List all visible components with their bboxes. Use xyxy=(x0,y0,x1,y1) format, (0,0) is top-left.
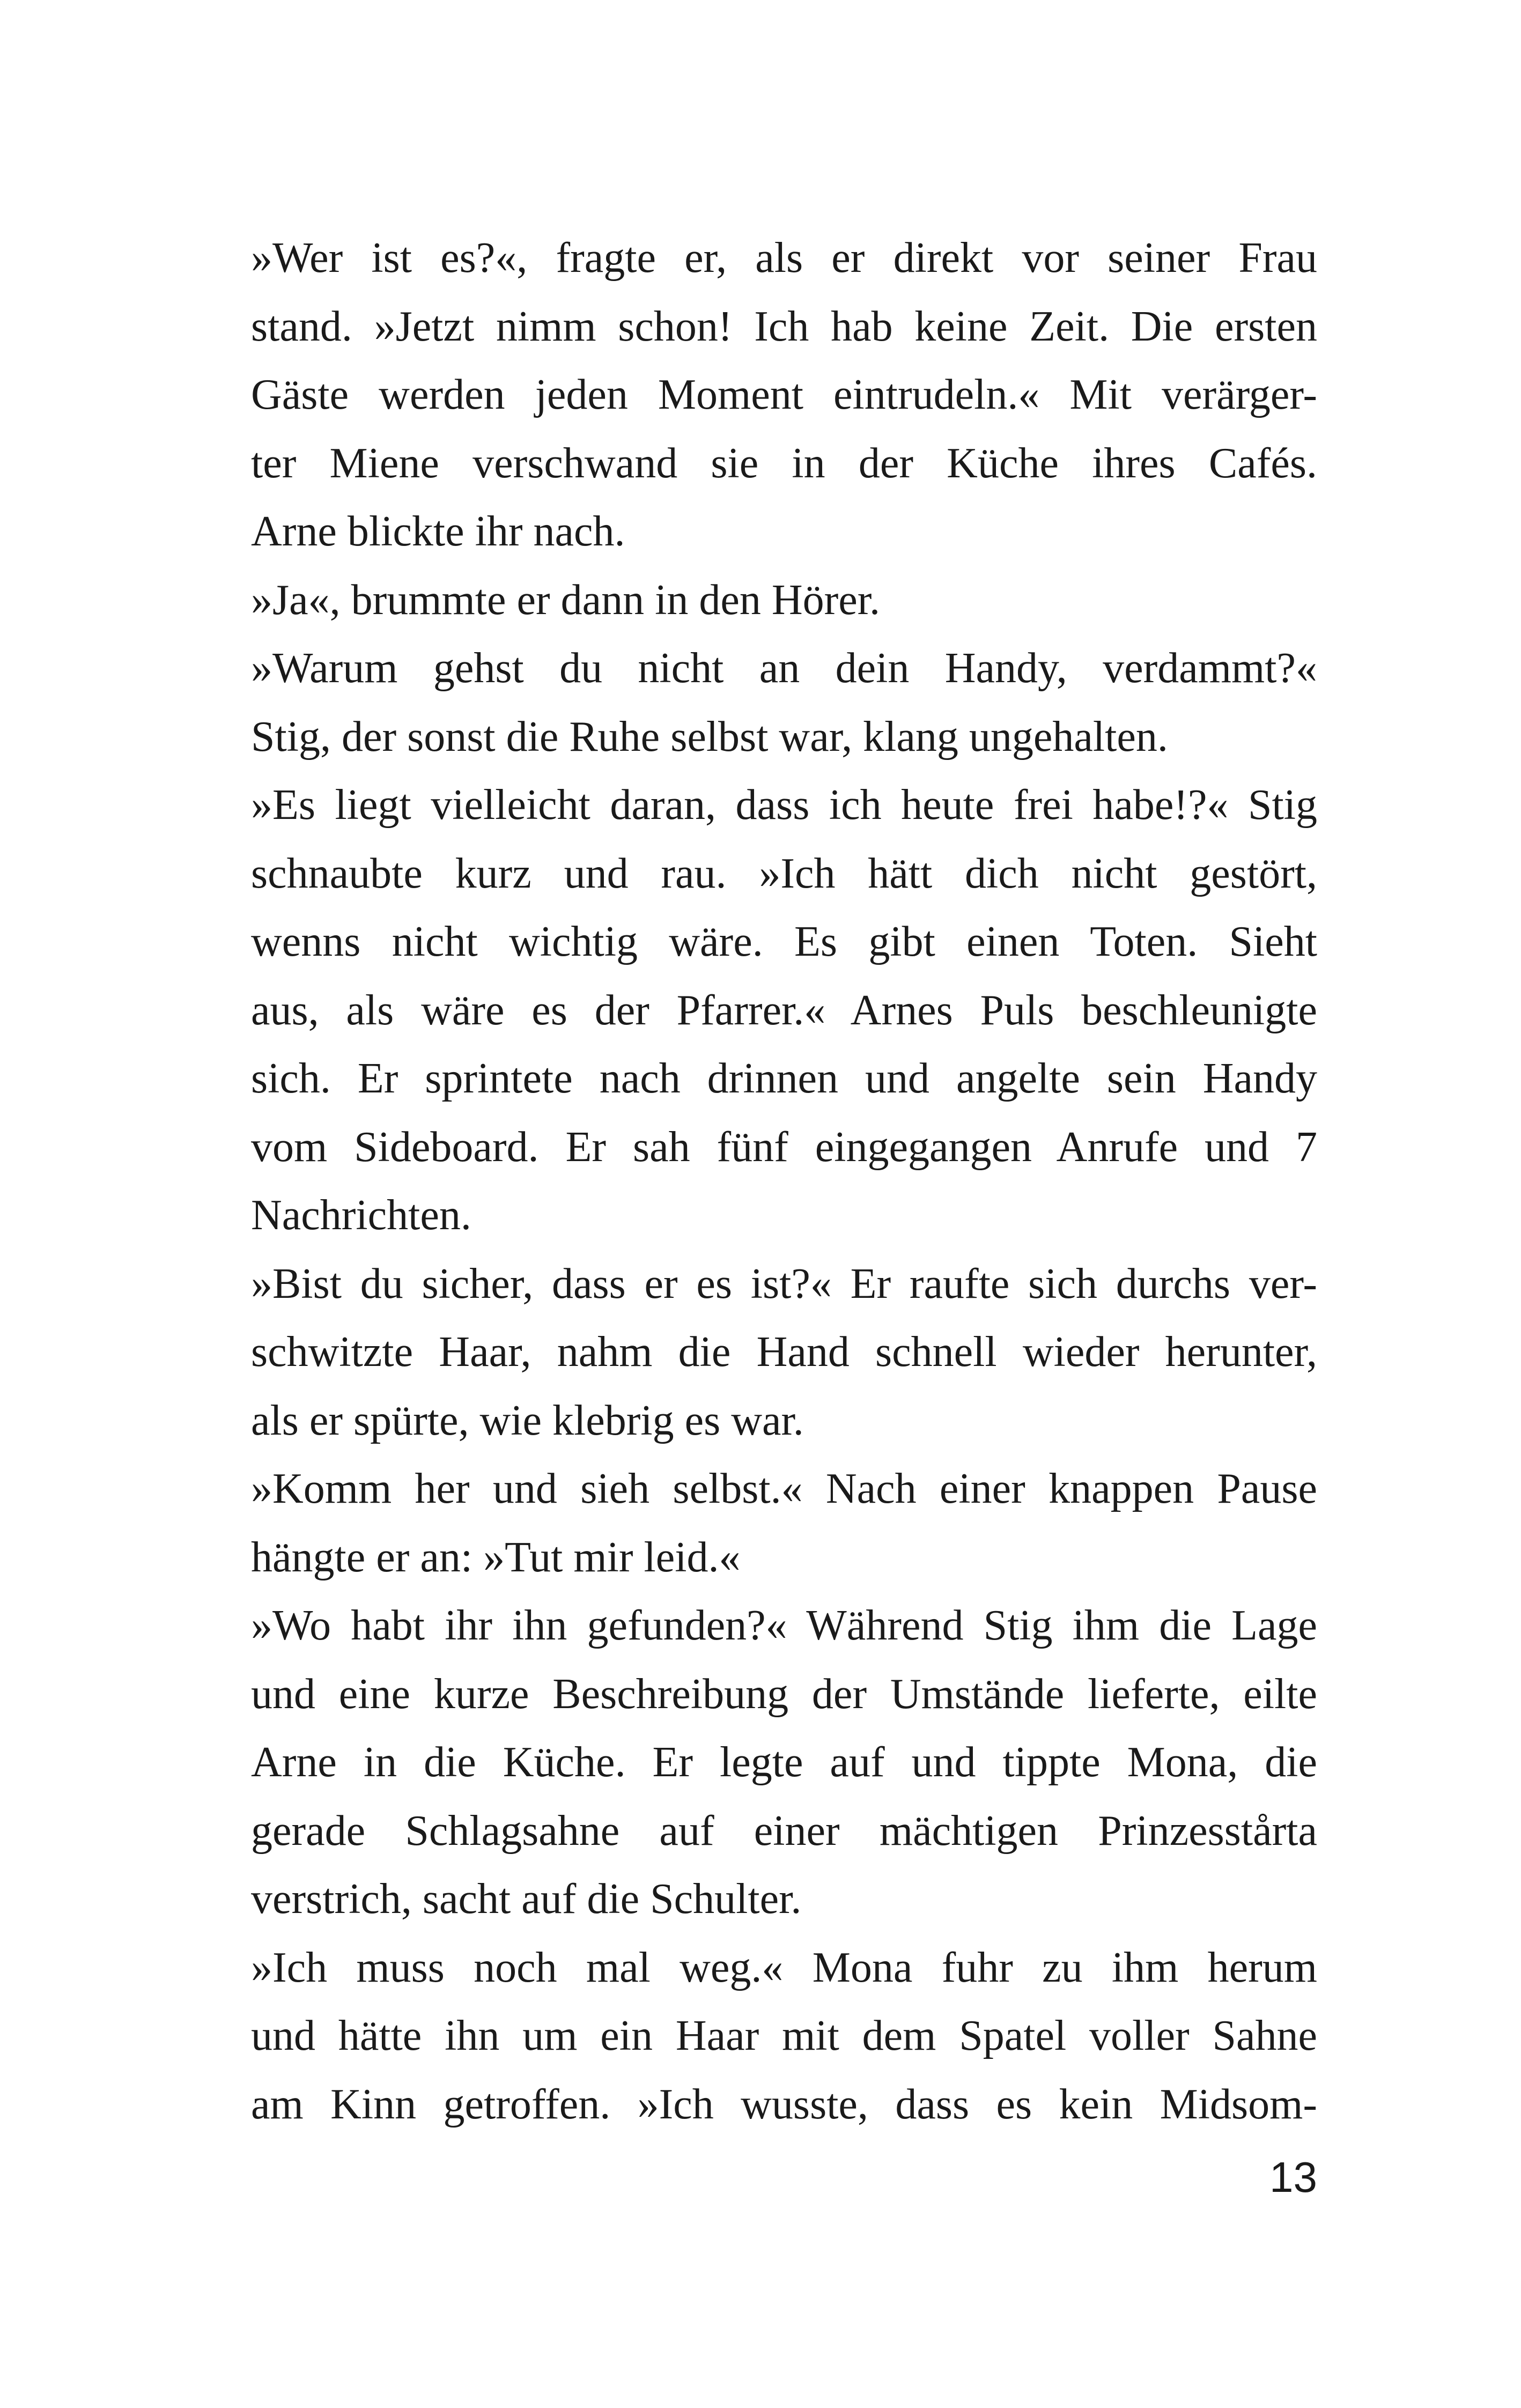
text-line: Stig, der sonst die Ruhe selbst war, klang ungehalten. xyxy=(251,713,1168,760)
text-line: am Kinn getroffen. »Ich wusste, dass es kein Midsom- xyxy=(251,2080,1317,2128)
text-line: und hätte ihn um ein Haar mit dem Spatel voller Sahne xyxy=(251,2012,1317,2059)
text-line: wenns nicht wichtig wäre. Es gibt einen Toten. Sieht xyxy=(251,918,1317,965)
text-line: »Warum gehst du nicht an dein Handy, verdammt?« xyxy=(251,645,1317,692)
text-line: gerade Schlagsahne auf einer mächtigen Prinzesstårta xyxy=(251,1807,1317,1855)
text-line: schwitzte Haar, nahm die Hand schnell wieder herunter, xyxy=(251,1328,1317,1376)
text-line: sich. Er sprintete nach drinnen und angelte sein Handy xyxy=(251,1055,1317,1102)
text-line: vom Sideboard. Er sah fünf eingegangen Anrufe und 7 xyxy=(251,1123,1317,1171)
body-text xyxy=(251,224,1317,2139)
text-line: »Ja«, brummte er dann in den Hörer. xyxy=(251,576,881,624)
text-line: als er spürte, wie klebrig es war. xyxy=(251,1397,804,1444)
text-line: hängte er an: »Tut mir leid.« xyxy=(251,1533,741,1581)
page-number: 13 xyxy=(1269,2153,1317,2201)
text-line: und eine kurze Beschreibung der Umstände lieferte, eilte xyxy=(251,1670,1317,1718)
text-line: aus, als wäre es der Pfarrer.« Arnes Puls beschleunigte xyxy=(251,986,1317,1034)
text-line: schnaubte kurz und rau. »Ich hätt dich nicht gestört, xyxy=(251,850,1317,897)
text-line: ter Miene verschwand sie in der Küche ihres Cafés. xyxy=(251,439,1317,487)
text-line: Gäste werden jeden Moment eintrudeln.« Mit verärger- xyxy=(251,371,1317,418)
text-line: »Wer ist es?«, fragte er, als er direkt vor seiner Frau xyxy=(251,234,1317,282)
text-line: »Wo habt ihr ihn gefunden?« Während Stig ihm die Lage xyxy=(251,1602,1317,1649)
text-line: »Bist du sicher, dass er es ist?« Er raufte sich durchs ver- xyxy=(251,1260,1317,1308)
text-line: Arne blickte ihr nach. xyxy=(251,508,625,555)
text-line: »Es liegt vielleicht daran, dass ich heute frei habe!?« Stig xyxy=(251,781,1317,829)
text-line: »Ich muss noch mal weg.« Mona fuhr zu ihm herum xyxy=(251,1944,1317,1991)
text-line: »Komm her und sieh selbst.« Nach einer knappen Pause xyxy=(251,1465,1317,1512)
text-line: Arne in die Küche. Er legte auf und tippte Mona, die xyxy=(251,1739,1317,1786)
text-line: Nachrichten. xyxy=(251,1192,471,1239)
text-line: verstrich, sacht auf die Schulter. xyxy=(251,1875,802,1923)
text-line: stand. »Jetzt nimm schon! Ich hab keine Zeit. Die ersten xyxy=(251,302,1317,350)
